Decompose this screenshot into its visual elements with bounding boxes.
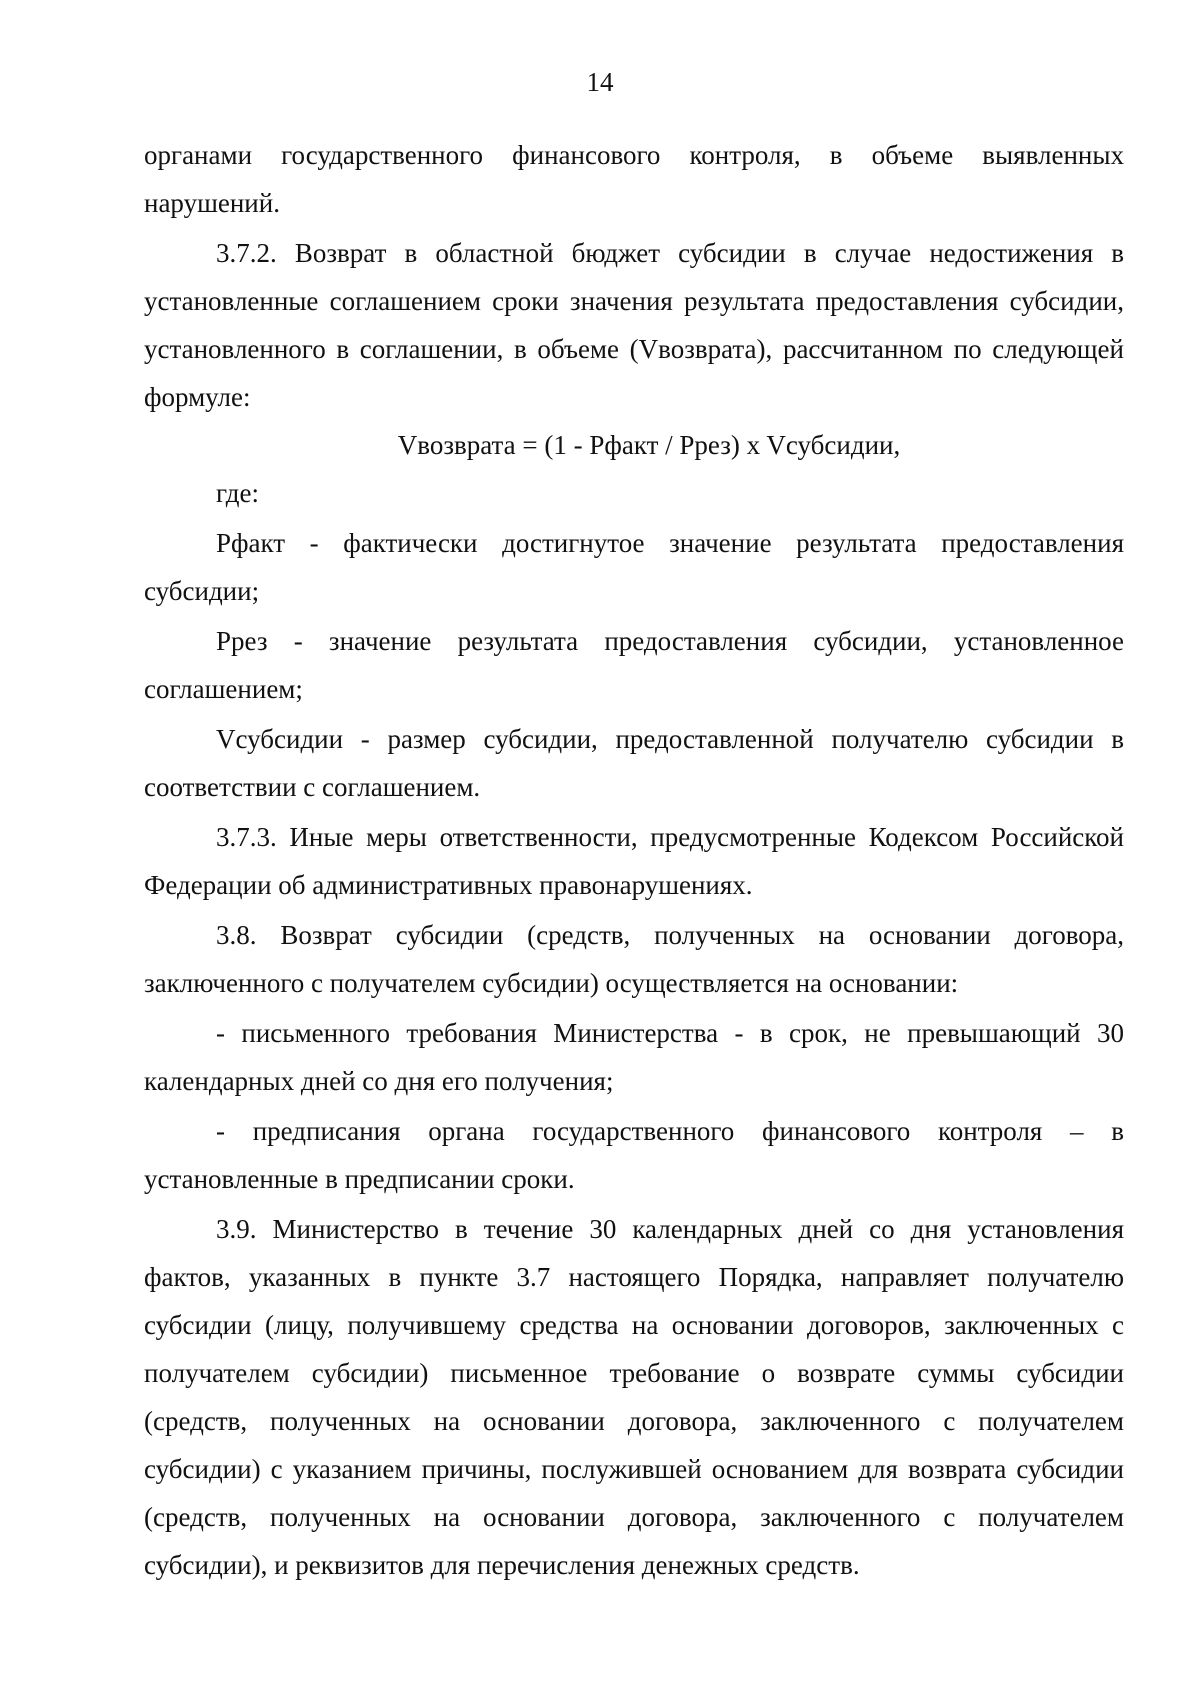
list-item-prescription: - предписания органа государственного финансового контроля – в установленные в предписании сроки. bbox=[144, 1116, 1124, 1194]
paragraph-3-7-3: 3.7.3. Иные меры ответственности, предусмотренные Кодексом Российской Федерации об административных правонарушениях. bbox=[144, 822, 1124, 900]
paragraph-3-7-2: 3.7.2. Возврат в областной бюджет субсидии в случае недостижения в установленные соглашением сроки значения результата предоставления субсидии, установленного в соглашении, в объеме (Vвозврата), рассчитанном по следующей формуле: bbox=[144, 238, 1124, 412]
formula: Vвозврата = (1 - Pфакт / Pрез) x Vсубсидии, bbox=[397, 430, 901, 460]
definition-pfakt: Pфакт - фактически достигнутое значение результата предоставления субсидии; bbox=[144, 528, 1124, 606]
formula-where: где: bbox=[216, 478, 259, 508]
page-number: 14 bbox=[586, 67, 614, 97]
list-item-written-requirement: - письменного требования Министерства - в срок, не превышающий 30 календарных дней со дня его получения; bbox=[144, 1018, 1124, 1096]
paragraph-3-9: 3.9. Министерство в течение 30 календарных дней со дня установления фактов, указанных в пункте 3.7 настоящего Порядка, направляет получателю субсидии (лицу, получившему средства на основании договоров, заключенных с получателем субсидии) письменное требование о возврате суммы субсидии (средств, полученных на основании договора, заключенного с получателем субсидии) с указанием причины, послужившей основанием для возврата субсидии (средств, полученных на основании договора, заключенного с получателем субсидии), и реквизитов для перечисления денежных средств. bbox=[144, 1214, 1124, 1580]
paragraph-3-8: 3.8. Возврат субсидии (средств, полученных на основании договора, заключенного с получателем субсидии) осуществляется на основании: bbox=[144, 920, 1124, 998]
paragraph-continuation: органами государственного финансового контроля, в объеме выявленных нарушений. bbox=[144, 140, 1124, 218]
definition-prez: Pрез - значение результата предоставления субсидии, установленное соглашением; bbox=[144, 626, 1124, 704]
definition-vsubsidii: Vсубсидии - размер субсидии, предоставленной получателю субсидии в соответствии с соглашением. bbox=[144, 724, 1124, 802]
document-body bbox=[144, 131, 1124, 1589]
